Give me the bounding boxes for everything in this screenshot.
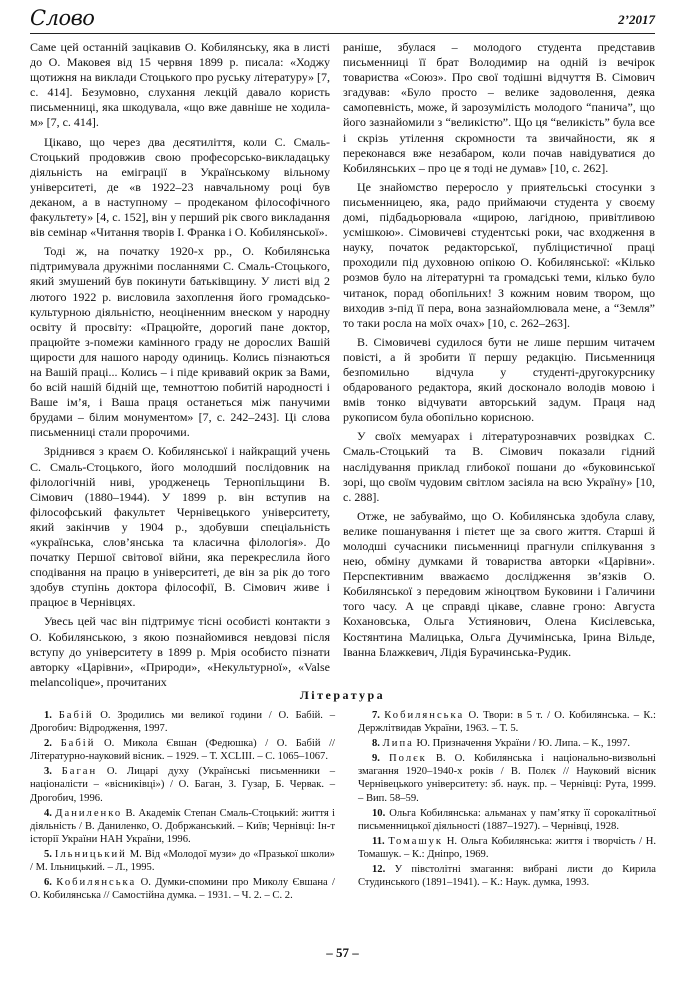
reference-author: Даниленко xyxy=(55,807,123,819)
reference-text: О. Лицарі духу (Українські письменники – націоналісти – «вісниківці») / О. Баган, З. Гузар, Б. Червак. – Дрогобич, 1996. xyxy=(30,766,335,804)
reference-author: Липа xyxy=(382,738,414,750)
reference-number: 8. xyxy=(372,738,380,750)
right-column xyxy=(343,40,655,660)
running-header xyxy=(30,6,655,32)
reference-author: Томашук xyxy=(388,835,444,847)
reference-item xyxy=(30,709,335,735)
references-right xyxy=(358,709,656,891)
reference-number: 9. xyxy=(372,753,380,765)
body-paragraph: Увесь цей час він підтримує тісні особисті контакти з О. Кобилянською, з якою познайомився невдовзі після вступу до університету в 1899 р. Мрія особисто пізнати авторку «Царівни», «Природи», «Некультурної», «Valse melancolique», прочитаних xyxy=(30,614,330,689)
body-paragraph: Це знайомство переросло у приятельські стосунки з письменницею, яка, радо приймаючи студента у своєму домі, підбадьорювала «щирою, лагідною, привітливою усмішкою». Сімовичеві студентські роки, час входження в науку, початок редакторської, публіцистичної праці проходили під духовною опікою О. Кобилянської: «Кілько розмов було на літературні та громадські теми, кілько було читанок, порад обопільних! З кожним новим твором, що виходив з-під її пера, вона зазнайомлювала мене, а “Земля” то таки росла на моїх очах» [10, с. 262–263]. xyxy=(343,179,655,330)
reference-item xyxy=(30,876,335,902)
page-number: – 57 – xyxy=(326,945,359,960)
body-paragraph: В. Сімовичеві судилося бути не лише першим читачем повісті, а й зробити її першу редакцію. Письменниця безпомильно відчула у студенті-другокурснику обдарованого редактора, який досконало володів мовою і вмів тонко відчувати авторський задум. Праця над рукописом була обопільно корисною. xyxy=(343,334,655,425)
reference-item xyxy=(30,765,335,804)
reference-text: В. О. Кобилянська і національно-визвольні змагання 1920–1940-х років / В. Полєк // Науковий вісник Чернівецького університету: зб. наук. пр. – Чернівці: Рута, 1999. – Вип. 58–59. xyxy=(358,753,656,804)
reference-number: 10. xyxy=(372,807,386,819)
reference-number: 4. xyxy=(44,807,52,819)
reference-text: М. Від «Молодої музи» до «Празької школи» / М. Ільницький. – Л., 1995. xyxy=(30,848,335,874)
left-column xyxy=(30,40,330,690)
reference-author: Кобилянська xyxy=(384,710,465,721)
body-paragraph: раніше, збулася – молодого студента представив письменниці її брат Володимир на одній із вечірок товариства «Союз». Про свої тодішні відчуття В. Сімович згадував: «Було просто – велике задоволення, деяка самопевність, може, й зарозумілість молодого “панича”, що його зазнайомили з “великістю”. Що ця “великість” була все і скрізь утілення скромности та звичайности, як я переконався вже незабаром, коли почав навідуватися до Кобилянських – про це я тоді не думав» [10, с. 262]. xyxy=(343,40,655,175)
reference-author: Баган xyxy=(61,766,98,778)
reference-number: 3. xyxy=(44,766,52,778)
issue-number: 2’2017 xyxy=(618,12,655,27)
journal-title: Слово xyxy=(30,6,95,30)
literature-heading: Література xyxy=(299,688,386,702)
reference-number: 7. xyxy=(372,710,380,721)
header-rule xyxy=(30,33,655,34)
reference-text: Н. Ольга Кобилянська: життя і творчість / Н. Томашук. – К.: Дніпро, 1969. xyxy=(358,835,656,860)
reference-text: О. Твори: в 5 т. / О. Кобилянська. – К.: Держлітвидав України, 1963. – Т. 5. xyxy=(358,710,656,735)
reference-text: О. Зродились ми великої години / О. Бабій. – Дрогобич: Відродження, 1997. xyxy=(30,710,336,735)
body-paragraph: Саме цей останній зацікавив О. Кобилянську, яка в листі до О. Маковея від 15 червня 1899 р. писала: «Ходжу щотижня на виклади Стоцького про руську літературу» [7, с. 414]. Безумовно, слухання лекцій давало користь письменниці, яка шкодувала, «що вже давніше не ходила-м» [7, с. 414]. xyxy=(30,40,331,130)
body-paragraph: У своїх мемуарах і літературознавчих розвідках С. Смаль-Стоцький та В. Сімович показали гідний наслідування приклад глибокої пошани до «буковинської зорі, що своїм чудовим світлом засіяла на всю Україну» [10, с. 288]. xyxy=(343,429,655,504)
reference-number: 2. xyxy=(44,738,52,750)
reference-text: Ю. Призначення України / Ю. Липа. – К., 1997. xyxy=(413,738,631,750)
reference-item xyxy=(30,737,335,763)
reference-item xyxy=(358,807,656,833)
body-paragraph: Цікаво, що через два десятиліття, коли С. Смаль-Стоцький продовжив свою професорсько-викладацьку діяльність на еміграції в Українському вільному університеті, де «в 1922–23 навчальному році був деканом, а в наступному – продеканом філософічного факультету» [4, с. 152], він у перший рік свого викладання вів семінар «Читання творів І. Франка і О. Кобилянської». xyxy=(30,134,330,240)
body-paragraph: Тоді ж, на початку 1920-х рр., О. Кобилянська підтримувала дружніми посланнями С. Смаль-Стоцького, який змушений був покинути батьківщину. У листі від 2 лютого 1922 р. висловила захоплення його громадсько-культурною діяльністю, неоціненним внеском у народну освіту й просвіту: «Працюйте, дорогий пане доктор, працюйте з-помежи камінного граду не дорослих Вашій щирости для нашого народу одиниць. Колись пізнаються на Вашій праці... Колись – і піде кривавий окрик за Вами, бо всій нашій бідній ще, темноттою побитій народності і Ваше ім’я, і Ваша праця останеться між панучими брудами – білим монументом» [7, с. 242–243]. Ці слова письменниці стали пророчими. xyxy=(30,244,330,440)
reference-item xyxy=(358,752,656,804)
reference-text: О. Микола Євшан (Федюшка) / О. Бабій // Літературно-науковий вісник. – 1929. – Т. XCLIII. – С. 1065–1067. xyxy=(30,738,335,763)
reference-text: Ольга Кобилянська: альманах у пам’ятку її сорокалітньої письменницької діяльності (1887–1927). – Чернівці, 1928. xyxy=(358,807,656,832)
body-paragraph: Зріднився з краєм О. Кобилянської і найкращий учень С. Смаль-Стоцького, його молодший послідовник на філологічній ниві, уродженець Тернопільщини В. Сімович (1880–1944). У 1899 р. він вступив на філософський факультет Чернівецького університету, який закінчив у 1904 р., здобувши спеціальність «українська, слов’янська та класична філологія». До початку Першої світової війни, яка перекреслила його сподівання на працю в університеті, де він за рік до того здобув ступінь доктора філософії, В. Сімович живе і працює в Чернівцях. xyxy=(30,444,330,610)
reference-number: 11. xyxy=(372,835,385,847)
reference-item xyxy=(358,863,656,889)
reference-item xyxy=(358,835,656,861)
reference-text: О. Думки-спомини про Миколу Євшана / О. Кобилянська // Самостійна думка. – 1931. – Ч. 2. – С. 2. xyxy=(30,877,336,902)
reference-author: Кобилянська xyxy=(56,877,137,889)
reference-item xyxy=(30,848,335,874)
body-paragraph: Отже, не забуваймо, що О. Кобилянська здобула славу, велике пошанування і пієтет ще за свого життя. Старші й молодші сучасники письменниці прагнули спілкування з нею, обміну думками й товариства авторки «Царівни». Перспективним вважаємо дослідження зв’язків О. Кобилянської з передовим жіноцтвом Буковини і Галичини того часу. А це справді цікаве, славне гроно: Августа Кохановська, Ольга Устиянович, Олена Кисілевська, Костянтина Малицька, Ольга Дучимінська, Ірина Вільде, Іванна Блажкевич, Лідія Бурачинська-Рудик. xyxy=(343,508,655,659)
reference-author: Полєк xyxy=(389,753,427,765)
reference-item xyxy=(30,807,335,846)
reference-text: В. Академік Степан Смаль-Стоцький: життя і діяльність / В. Даниленко, О. Добржанський. – Київ; Чернівці: Ін-т історії України НАН України, 1996. xyxy=(30,807,335,845)
reference-item xyxy=(358,709,656,735)
references-left xyxy=(30,709,335,904)
reference-author: Бабій xyxy=(58,710,94,721)
reference-number: 1. xyxy=(44,710,52,721)
reference-number: 5. xyxy=(44,848,52,860)
reference-number: 6. xyxy=(44,877,52,889)
reference-number: 12. xyxy=(372,864,386,876)
reference-author: Ільницький xyxy=(54,848,127,860)
reference-item xyxy=(358,737,656,750)
reference-author: Бабій xyxy=(60,738,96,750)
reference-text: У півстолітні змагання: вибрані листи до Кирила Студинського (1891–1941). – К.: Наук. думка, 1993. xyxy=(358,864,656,889)
